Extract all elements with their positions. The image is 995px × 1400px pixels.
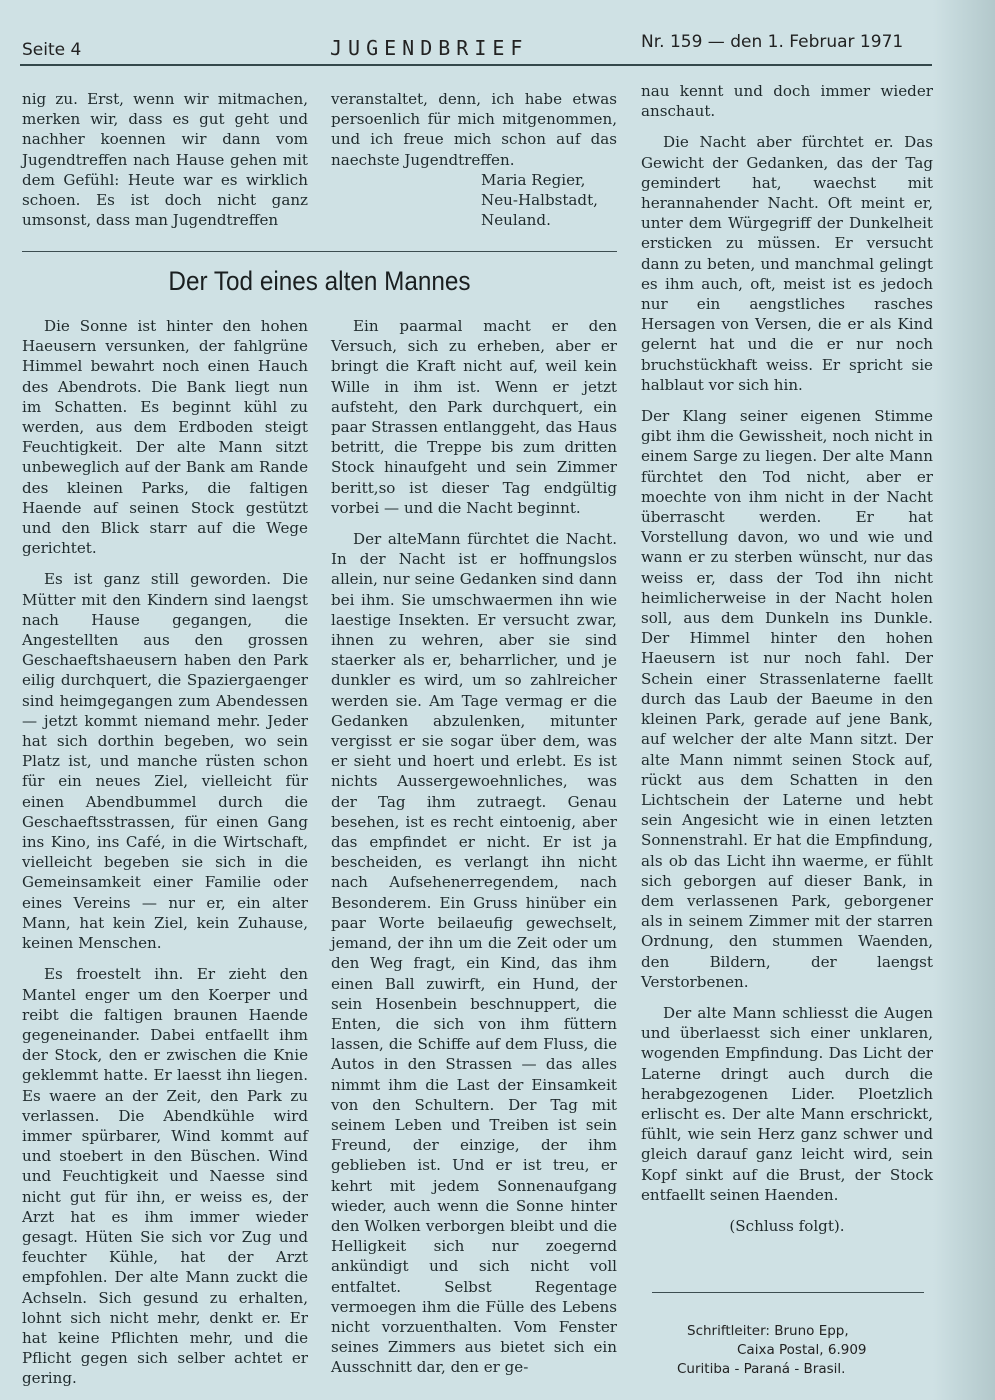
impressum-line: Schriftleiter: Bruno Epp,	[687, 1323, 849, 1339]
impressum	[641, 1322, 933, 1379]
signature-line: Neu-Halbstadt,	[481, 191, 598, 210]
paragraph: Die Nacht aber fürchtet er. Das Gewicht der Gedanken, das der Tag gemindert hat, waechst mit herannahender Nacht. Oft meint er, unter dem Würgegriff der Dunkelheit ersticken zu müssen. Er versucht dann zu beten, und manchmal gelingt es ihm auch, oft, meist ist es jedoch nur ein aengstliches rasches Hersagen von Versen, die er als Kind gelernt hat und die er nur noch bruchstückhaft weiss. Er spricht sie halblaut vor sich hin.	[641, 133, 933, 394]
binding-edge	[933, 0, 995, 1400]
paragraph: Der Klang seiner eigenen Stimme gibt ihm die Gewissheit, noch nicht in einem Sarge zu liegen. Der alte Mann fürchtet den Tod nicht, aber er moechte von ihm nicht in der Nacht überrascht werden. Er hat Vorstellung davon, wo und wie und wann er zu sterben wünscht, nur das weiss er, dass der Tod ihn nicht heimlicherweise in der Nacht holen soll, aus dem Dunkeln ins Dunkle. Der Himmel hinter den hohen Haeusern ist nur noch fahl. Der Schein einer Strassenlaterne faellt durch das Laub der Baeume in den kleinen Park, gerade auf jene Bank, auf welcher der alte Mann sitzt. Der alte Mann nimmt seinen Stock auf, rückt aus dem Schatten in den Lichtschein der Laterne und hebt sein Angesicht wie in einen letzten Sonnenstrahl. Er hat die Empfindung, als ob das Licht ihn waerme, er fühlt sich geborgen auf dieser Bank, in dem verlassenen Park, geborgener als in seinem Zimmer mit der starren Ordnung, den stummen Waenden, den Bildern, der laengst Verstorbenen.	[641, 407, 933, 991]
header-rule	[20, 64, 932, 66]
signature-line: Maria Regier,	[481, 170, 586, 189]
article-col3	[641, 81, 933, 1236]
issue-date: Nr. 159 — den 1. Februar 1971	[641, 32, 904, 52]
article-col1	[22, 316, 308, 1389]
page-number: Seite 4	[22, 40, 82, 60]
paragraph: Der alte Mann schliesst die Augen und überlaesst sich einer unklaren, wogenden Empfindung. Das Licht der Laterne dringt auch durch die herabgezogenen Lider. Ploetzlich erlischt es. Der alte Mann erschrickt, fühlt, wie sein Herz ganz schwer und gleich darauf ganz leicht wird, sein Kopf sinkt auf die Brust, der Stock entfaellt seinen Haenden.	[641, 1003, 933, 1204]
footer-rule	[652, 1292, 924, 1293]
section-rule	[22, 251, 617, 252]
impressum-line: Curitiba - Paraná - Brasil.	[677, 1361, 846, 1377]
prev-article-text: nig zu. Erst, wenn wir mitmachen, merken wir, dass es gut geht und nachher koennen wir dann vom Jugendtreffen nach Hause gehen mit dem Gefühl: Heute war es wirklich schoen. Es ist doch nicht ganz umsonst, dass man Jugendtreffen	[22, 90, 308, 230]
masthead: JUGENDBRIEF	[330, 36, 529, 60]
paragraph: Es ist ganz still geworden. Die Mütter mit den Kindern sind laengst nach Hause gegangen, die Angestellten aus den grossen Geschaeftshaeusern haben den Park eilig durchquert, die Spaziergaenger sind heimgegangen zum Abendessen — jetzt kommt niemand mehr. Jeder hat sich dorthin begeben, wo sein Platz ist, und manche rüsten schon für ein neues Ziel, vielleicht für einen Abendbummel durch die Geschaeftsstrassen, für einen Gang ins Kino, ins Café, in die Wirtschaft, vielleicht begeben sie sich in die Gemeinsamkeit einer Familie oder eines Vereins — nur er, ein alter Mann, hat kein Ziel, kein Zuhause, keinen Menschen.	[22, 570, 308, 953]
continued-note: (Schluss folgt).	[729, 1216, 845, 1235]
paragraph: Ein paarmal macht er den Versuch, sich zu erheben, aber er bringt die Kraft nicht auf, weil kein Wille in ihm ist. Wenn er jetzt aufsteht, den Park durchquert, ein paar Strassen entlanggeht, das Haus betritt, die Treppe bis zum dritten Stock hinaufgeht und sein Zimmer beritt,so ist dieser Tag endgültig vorbei — und die Nacht beginnt.	[331, 317, 617, 517]
paragraph: Der alteMann fürchtet die Nacht. In der Nacht ist er hoffnungslos allein, nur seine Gedanken sind dann bei ihm. Sie umschwaermen ihn wie laestige Insekten. Er versucht zwar, ihnen zu wehren, aber sie sind staerker als er, beharrlicher, und je dunkler es wird, um so zahlreicher werden sie. Am Tage vermag er die Gedanken abzulenken, mitunter vergisst er sie sogar über dem, was er sieht und hoert und erlebt. Es ist nichts Aussergewoehnliches, was der Tag ihm zutraegt. Genau besehen, ist es recht eintoenig, aber das empfindet er nicht. Er ist ja bescheiden, es verlangt ihn nicht nach Aufsehenerregendem, nach Besonderem. Ein Gruss hinüber ein paar Worte beilaeufig gewechselt, jemand, der ihn um die Zeit oder um den Weg fragt, ein Kind, das ihm einen Ball zuwirft, ein Hund, der sein Hosenbein beschnuppert, die Enten, die sich von ihm füttern lassen, die Schiffe auf dem Fluss, die Autos in den Strassen — das alles nimmt ihm die Last der Einsamkeit von den Schultern. Der Tag mit seinem Leben und Treiben ist sein Freund, der einzige, der ihm geblieben ist. Und er ist treu, er kehrt mit jedem Sonnenaufgang wieder, auch wenn die Sonne hinter den Wolken verborgen bleibt und die Helligkeit sich nur zoegernd ankündigt und sich nicht voll entfaltet. Selbst Regentage vermoegen ihm die Fülle des Lebens nicht vorzuenthalten. Vom Fenster seines Zimmers aus bietet sich ein Ausschnitt dar, den er ge-	[331, 530, 617, 1377]
impressum-line: Caixa Postal, 6.909	[737, 1342, 867, 1358]
prev-article-col1	[22, 89, 308, 230]
prev-article-col2	[331, 89, 617, 230]
prev-article-text: veranstaltet, denn, ich habe etwas persoenlich für mich mitgenommen, und ich freue mich schon auf das naechste Jugendtreffen.	[331, 90, 617, 169]
article-title: Der Tod eines alten Mannes	[168, 266, 471, 296]
signature-line: Neuland.	[481, 211, 551, 230]
paragraph: Es froestelt ihn. Er zieht den Mantel enger um den Koerper und reibt die faltigen braunen Haende gegeneinander. Dabei entfaellt ihm der Stock, den er zwischen die Knie geklemmt hatte. Er laesst ihn liegen. Es waere an der Zeit, den Park zu verlassen. Die Abendkühle wird immer spürbarer, Wind kommt auf und stoebert in den Büschen. Wind und Feuchtigkeit und Naesse sind nicht gut für ihn, er weiss es, der Arzt hat es ihm immer wieder gesagt. Hüten Sie sich vor Zug und feuchter Kühle, hat der Arzt empfohlen. Der alte Mann zuckt die Achseln. Sich gesund zu erhalten, lohnt sich nicht mehr, denkt er. Er hat keine Pflichten mehr, und die Pflicht gegen sich selber achtet er gering.	[22, 965, 308, 1388]
article-col2	[331, 316, 617, 1378]
paragraph: nau kennt und doch immer wieder anschaut.	[641, 82, 933, 121]
signature	[481, 170, 617, 231]
paragraph: Die Sonne ist hinter den hohen Haeusern versunken, der fahlgrüne Himmel bewahrt noch einen Hauch des Abendrots. Die Bank liegt nun im Schatten. Es beginnt kühl zu werden, aus dem Erdboden steigt Feuchtigkeit. Der alte Mann sitzt unbeweglich auf der Bank am Rande des kleinen Parks, die faltigen Haende auf seinen Stock gestützt und den Blick starr auf die Wege gerichtet.	[22, 317, 308, 558]
